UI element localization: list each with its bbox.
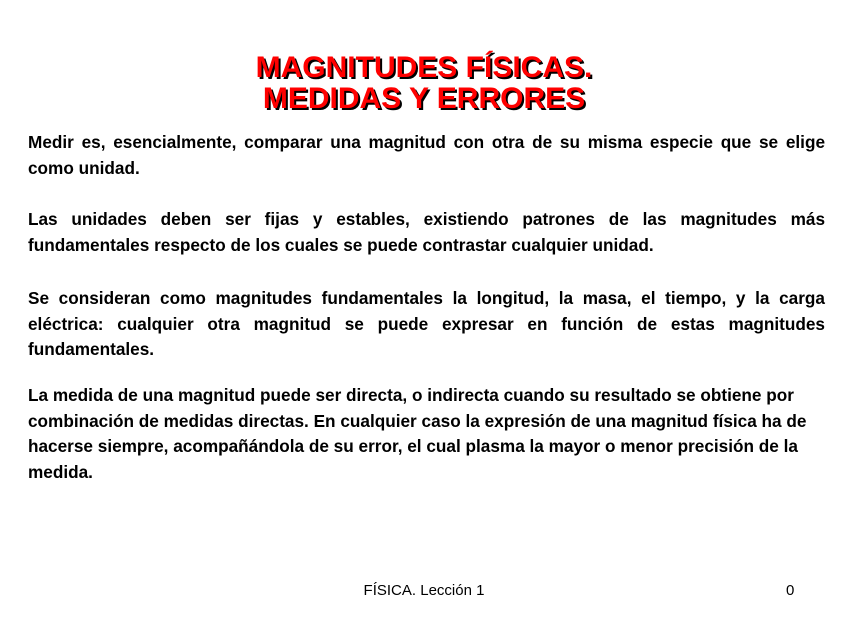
paragraph-measurement-error: La medida de una magnitud puede ser directa, o indirecta cuando su resultado se obtiene por combinación de medidas directas. En cualquier caso la expresión de una magnitud física ha de hacerse siempre, acompañándola de su error, el cual plasma la mayor o menor precisión de la medida. — [28, 385, 807, 482]
slide-title — [0, 52, 848, 114]
footer-lesson-title: FÍSICA. Lección 1 — [363, 582, 485, 599]
footer-page-number: 0 — [786, 582, 795, 599]
paragraph-definition: Medir es, esencialmente, comparar una magnitud con otra de su misma especie que se elige como unidad. — [28, 132, 825, 178]
slide-title-line-2: MEDIDAS Y ERRORES — [262, 82, 586, 115]
slide-title-line-1: MAGNITUDES FÍSICAS. — [255, 51, 593, 84]
paragraph-fundamental-magnitudes: Se consideran como magnitudes fundamentales la longitud, la masa, el tiempo, y la carga eléctrica: cualquier otra magnitud se puede expresar en función de estas magnitudes fundamentales. — [28, 288, 825, 359]
paragraph-units: Las unidades deben ser fijas y estables, existiendo patrones de las magnitudes más fundamentales respecto de los cuales se puede contrastar cualquier unidad. — [28, 209, 825, 255]
